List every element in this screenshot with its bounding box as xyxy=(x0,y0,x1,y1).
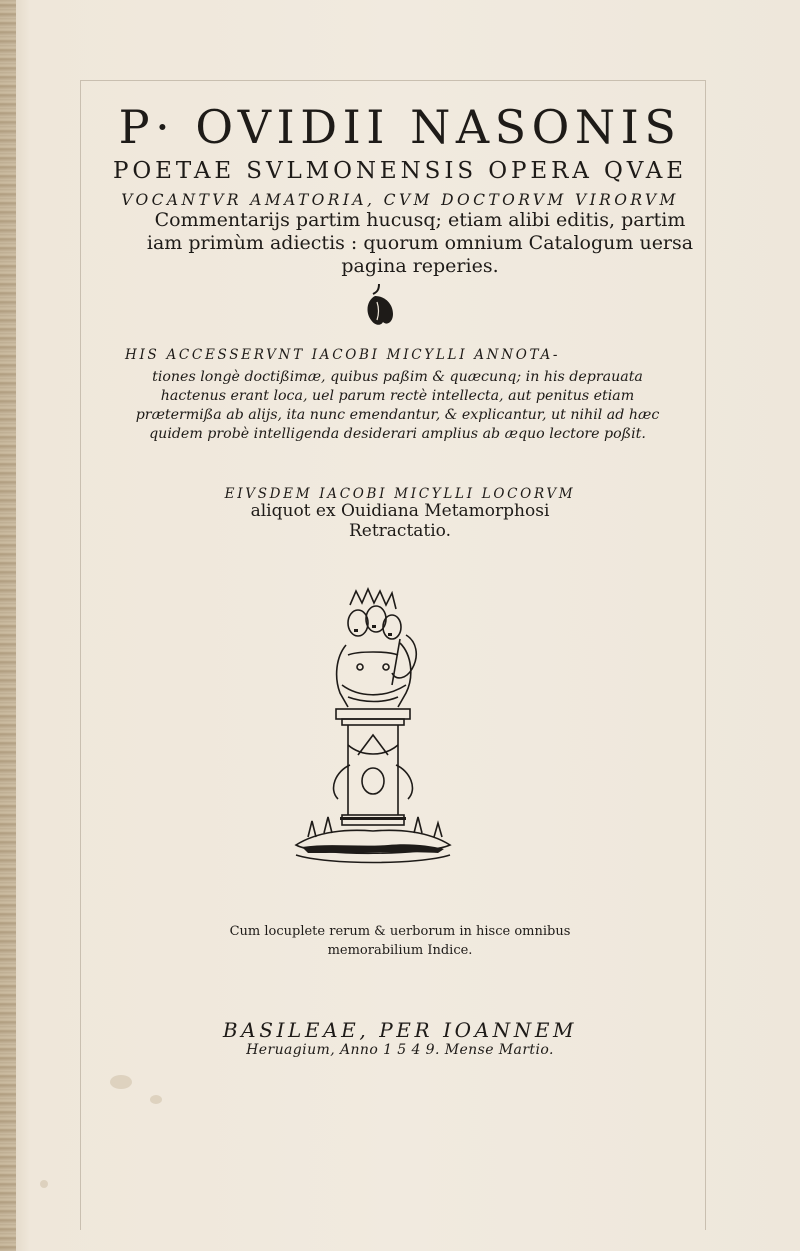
herm-pedestal-printer-device xyxy=(288,585,458,885)
title-line-3: VOCANTVR AMATORIA, CVM DOCTORVM VIRORVM xyxy=(121,191,679,209)
index-note xyxy=(0,922,800,960)
index-note-line-2: memorabilium Indice. xyxy=(327,943,473,958)
ruled-margin-top xyxy=(80,80,706,81)
foxing-stain xyxy=(110,1075,132,1089)
eiusdem-line-2: aliquot ex Ouidiana Metamorphosi xyxy=(250,501,550,521)
title-line-2: POETAE SVLMONENSIS OPERA QVAE xyxy=(113,158,687,184)
imprint-line-2: Heruagium, Anno 1 5 4 9. Mense Martio. xyxy=(246,1042,554,1058)
imprint-line-1: BASILEAE, PER IOANNEM xyxy=(222,1018,578,1042)
accessit-heading: HIS ACCESSERVNT IACOBI MICYLLI ANNOTA- xyxy=(125,347,561,363)
foxing-stain xyxy=(150,1095,162,1104)
index-note-line-1: Cum locuplete rerum & uerborum in hisce omnibus xyxy=(229,924,571,939)
title-line-1: P· OVIDII NASONIS xyxy=(118,100,682,154)
eiusdem-heading: EIVSDEM IACOBI MICYLLI LOCORVM xyxy=(224,486,576,502)
foxing-stain xyxy=(40,1180,48,1188)
binding-edge xyxy=(0,0,16,1251)
eiusdem-text xyxy=(0,501,800,541)
title-line-4: Commentarijs partim hucusq; etiam alibi editis, partim iam primùm adiectis : quorum omnium Catalogum uersa pagina reperies. xyxy=(146,209,694,277)
accessit-body: tiones longè doctißimæ, quibus paßim & quæcunq; in his deprauata hactenus erant loca, uel parum rectè intellecta, aut penitus etiam prætermißa ab alijs, ita nunc emendantur, & explicantur, ut nihil ad hæc quidem probè intelligenda desiderari amplius ab æquo lectore poßit. xyxy=(135,369,660,442)
ivy-leaf-fleuron-icon xyxy=(363,282,395,330)
eiusdem-line-3: Retractatio. xyxy=(348,521,452,541)
